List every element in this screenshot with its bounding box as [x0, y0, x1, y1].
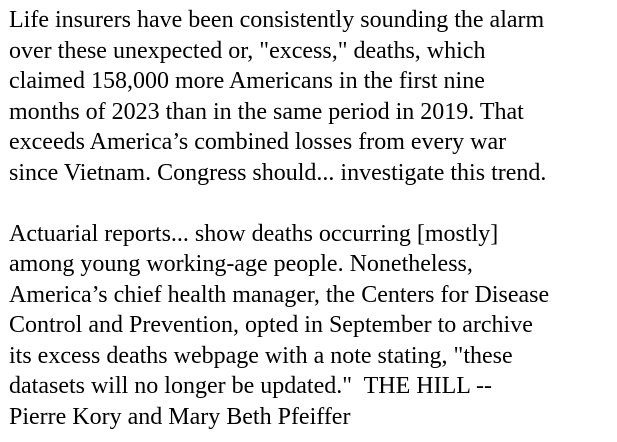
paragraph-2: [9, 219, 613, 433]
text-line: Actuarial reports... show deaths occurring [mostly]: [9, 220, 499, 247]
paragraph-1: [9, 5, 613, 188]
text-line: claimed 158,000 more Americans in the first nine: [9, 68, 485, 94]
text-line: datasets will no longer be updated." THE HILL --: [9, 373, 492, 399]
text-line: over these unexpected or, "excess," deaths, which: [9, 37, 486, 64]
document-body: [9, 5, 613, 432]
text-line: Control and Prevention, opted in September to archive: [9, 312, 533, 338]
text-line: among young working-age people. Nonetheless,: [9, 251, 473, 277]
text-line: its excess deaths webpage with a note stating, "these: [9, 342, 513, 369]
text-line: months of 2023 than in the same period in 2019. That: [9, 98, 524, 125]
text-line: America’s chief health manager, the Centers for Disease: [9, 281, 550, 308]
text-line: exceeds America’s combined losses from every war: [9, 129, 507, 155]
text-line: Life insurers have been consistently sounding the alarm: [9, 7, 545, 33]
text-line: since Vietnam. Congress should... investigate this trend.: [9, 159, 547, 186]
text-line: Pierre Kory and Mary Beth Pfeiffer: [9, 403, 351, 430]
